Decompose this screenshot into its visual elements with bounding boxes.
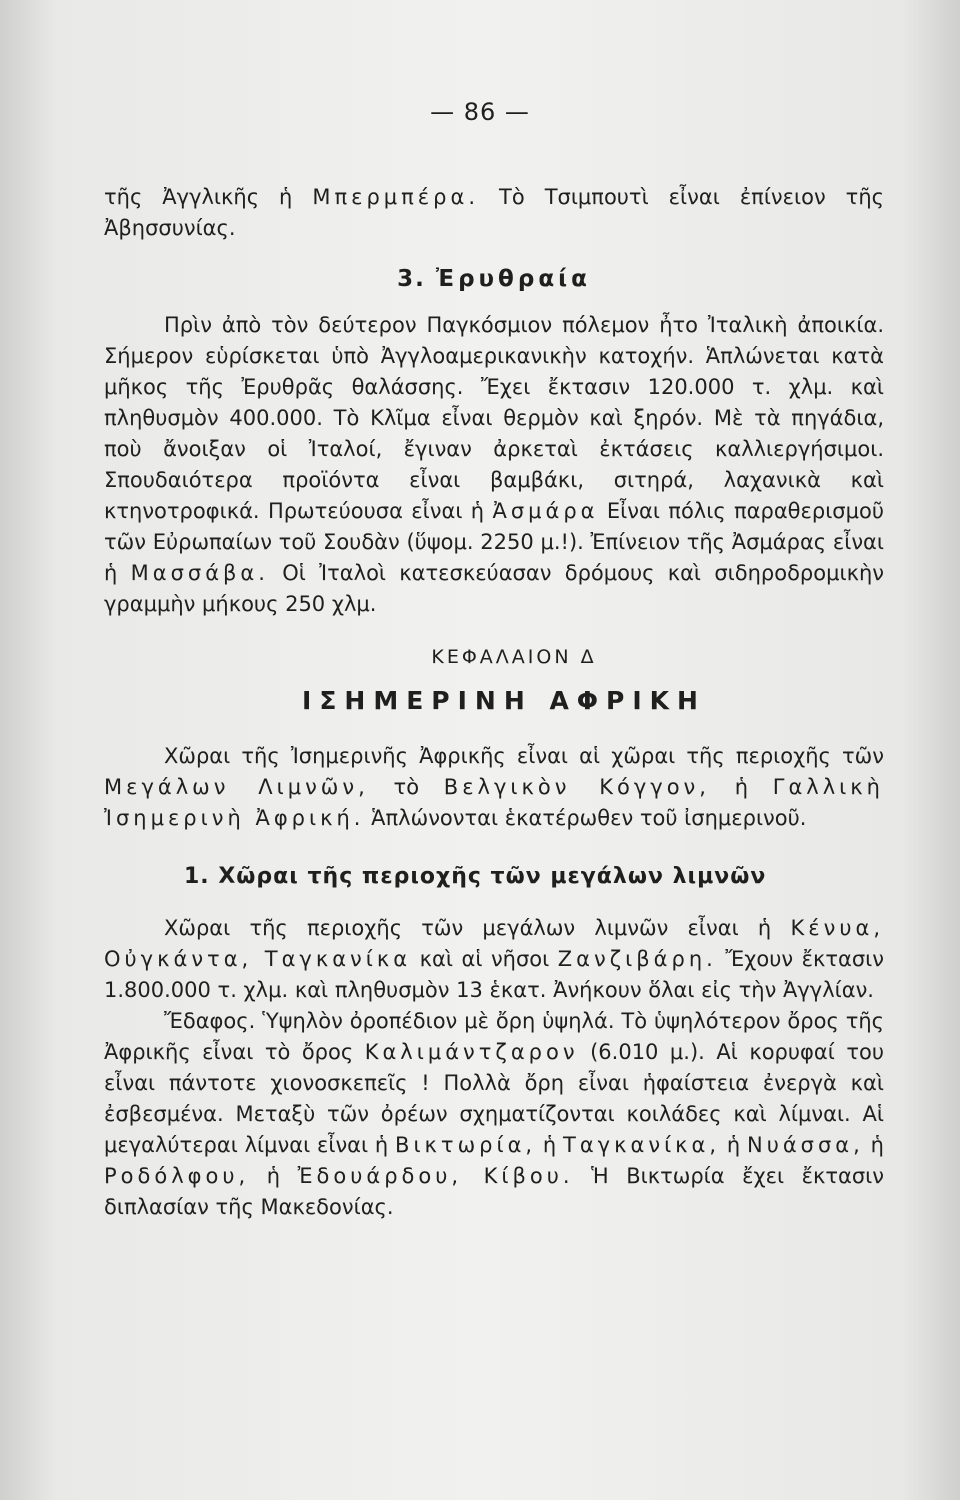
chapter-label: ΚΕΦΑΛΑΙΟΝ Δ	[431, 646, 597, 668]
lakes-text-c: Ἔχουν ἔκτασιν 1.800.000 τ. χλμ. καὶ πληθυσμὸν 13 ἑκατ. Ἀνήκουν ὅλαι εἰς τὴν Ἀγγλίαν.	[104, 947, 884, 1002]
place-nyasa: Νυάσσα,	[746, 1133, 864, 1157]
chapter-title: ΙΣΗΜΕΡΙΝΗ ΑΦΡΙΚΗ	[302, 686, 706, 715]
intro-paragraph	[104, 182, 884, 244]
chapter-text-a: Χῶραι τῆς Ἰσημερινῆς Ἀφρικῆς εἶναι αἱ χῶραι τῆς περιοχῆς τῶν	[164, 744, 884, 768]
chapter-paragraph	[104, 741, 884, 834]
place-great-lakes: Μεγάλων Λιμνῶν,	[104, 775, 369, 799]
page-content	[104, 182, 884, 1223]
subsection-title: Χῶραι τῆς περιοχῆς τῶν μεγάλων λιμνῶν	[218, 864, 767, 889]
chapter-text-c: ἡ	[734, 775, 749, 799]
subsection-number: 1.	[184, 864, 210, 889]
terrain-text-g: Ἡ Βικτωρία ἔχει ἔκτασιν διπλασίαν τῆς Μακεδονίας.	[104, 1164, 884, 1219]
place-berbera: Μπερμπέρα.	[312, 185, 480, 209]
place-zanzibar: Ζανζιβάρη.	[557, 947, 717, 971]
place-kenya-uganda-tanganyika: Κένυα, Οὐγκάντα, Ταγκανίκα	[104, 916, 884, 971]
place-tanganyika: Ταγκανίκα,	[563, 1133, 721, 1157]
eritrea-paragraph	[104, 310, 884, 620]
eritrea-text-a: Πρὶν ἀπὸ τὸν δεύτερον Παγκόσμιον πόλεμον ἦτο Ἰταλικὴ ἀποικία. Σήμερον εὑρίσκεται ὑπὸ Ἀγγλοαμερικανικὴν κατοχήν. Ἁπλώνεται κατὰ μῆκος τῆς Ἐρυθρᾶς θαλάσσης. Ἔχει ἔκτασιν 120.000 τ. χλμ. καὶ πληθυσμὸν 400.000. Τὸ Κλῖμα εἶναι θερμὸν καὶ ξηρόν. Μὲ τὰ πηγάδια, ποὺ ἄνοιξαν οἱ Ἰταλοί, ἔγιναν ἀρκεταὶ ἐκτάσεις καλλιεργήσιμοι. Σπουδαιότερα προϊόντα εἶναι βαμβάκι, σιτηρά, λαχανικὰ καὶ κτηνοτροφικά. Πρωτεύουσα εἶναι ἡ	[104, 313, 884, 523]
lakes-text-b: καὶ αἱ νῆσοι	[419, 947, 550, 971]
section-number: 3.	[397, 266, 426, 292]
chapter-text-b: τὸ	[393, 775, 420, 799]
eritrea-text-b: Εἶναι πόλις παραθερισμοῦ τῶν Εὐρωπαίων τοῦ Σουδὰν (ὕψομ. 2250 μ.!). Ἐπίνειον τῆς Ἀσμάρας εἶναι ἡ	[104, 499, 884, 585]
terrain-text-e: ἡ	[870, 1133, 884, 1157]
place-rudolf: Ροδόλφου,	[104, 1164, 250, 1188]
terrain-text-c: ἡ	[542, 1133, 557, 1157]
place-massawa: Μασσάβα.	[130, 561, 269, 585]
place-victoria: Βικτωρία,	[395, 1133, 537, 1157]
section-title: Ἐρυθραία	[435, 266, 591, 292]
terrain-label: Ἔδαφος.	[164, 1009, 256, 1033]
place-kilimanjaro: Καλιμάντζαρον	[364, 1040, 579, 1064]
subsection-heading	[184, 864, 884, 889]
terrain-paragraph	[104, 1006, 884, 1223]
eritrea-text-c: Οἱ Ἰταλοὶ κατεσκεύασαν δρόμους καὶ σιδηροδρομικὴν γραμμὴν μήκους 250 χλμ.	[104, 561, 884, 616]
section-heading-eritrea	[104, 266, 884, 292]
page-number: — 86 —	[430, 98, 530, 126]
terrain-text-b: (6.010 μ.). Αἱ κορυφαί του εἶναι πάντοτε χιονοσκεπεῖς ! Πολλὰ ὄρη εἶναι ἡφαίστεια ἐνεργὰ καὶ ἐσβεσμένα. Μεταξὺ τῶν ὀρέων σχηματίζονται κοιλάδες καὶ λίμναι. Αἱ μεγαλύτεραι λίμναι εἶναι ἡ	[104, 1040, 884, 1157]
terrain-text-d: ἡ	[726, 1133, 741, 1157]
place-french-equatorial-africa: Γαλλικὴ Ἰσημερινὴ Ἀφρική.	[104, 775, 884, 830]
lakes-text-a: Χῶραι τῆς περιοχῆς τῶν μεγάλων λιμνῶν εἶναι ἡ	[164, 916, 772, 940]
place-edward-kivu: Ἐδουάρδου, Κίβου.	[297, 1164, 574, 1188]
terrain-text-f: ἡ	[266, 1164, 281, 1188]
place-belgian-congo: Βελγικὸν Κόγγον,	[443, 775, 710, 799]
place-asmara: Ἀσμάρα	[492, 499, 599, 523]
intro-text-1: τῆς Ἀγγλικῆς ἡ	[104, 185, 293, 209]
intro-text-2: Τὸ Τσιμπουτὶ εἶναι ἐπίνειον τῆς Ἀβησσυνίας.	[104, 185, 884, 240]
chapter-text-d: Ἁπλώνονται ἑκατέρωθεν τοῦ ἰσημερινοῦ.	[371, 806, 807, 830]
terrain-text-a: Ὑψηλὸν ὀροπέδιον μὲ ὄρη ὑψηλά. Τὸ ὑψηλότερον ὄρος τῆς Ἀφρικῆς εἶναι τὸ ὄρος	[104, 1009, 884, 1064]
lakes-paragraph	[104, 913, 884, 1006]
